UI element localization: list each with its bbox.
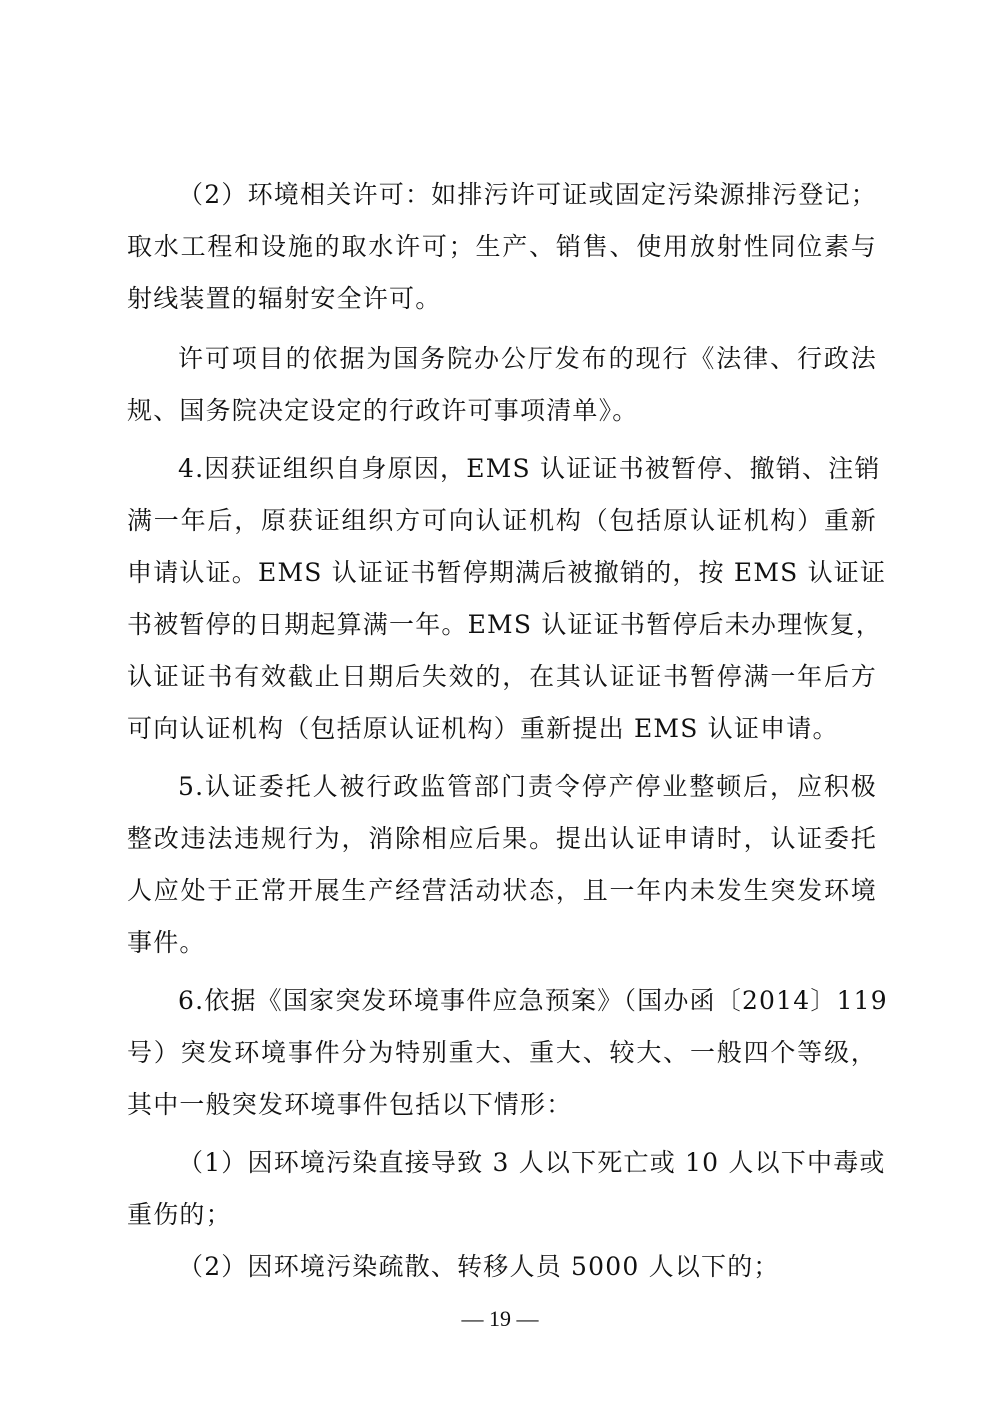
text-line: 重伤的； <box>127 1200 232 1229</box>
text-line: 人应处于正常开展生产经营活动状态，且一年内未发生突发环境 <box>127 876 877 905</box>
text-line: 事件。 <box>127 928 206 957</box>
text-line: 其中一般突发环境事件包括以下情形： <box>127 1090 573 1119</box>
text-line: 5.认证委托人被行政监管部门责令停产停业整顿后，应积极 <box>178 772 877 801</box>
text-line: 可向认证机构（包括原认证机构）重新提出 EMS 认证申请。 <box>127 714 839 743</box>
text-line: 6.依据《国家突发环境事件应急预案》（国办函〔2014〕119 <box>178 986 888 1015</box>
text-line: （1）因环境污染直接导致 3 人以下死亡或 10 人以下中毒或 <box>178 1148 886 1177</box>
text-line: 书被暂停的日期起算满一年。EMS 认证证书暂停后未办理恢复， <box>127 610 882 639</box>
page-number: — 19 — <box>461 1306 539 1331</box>
text-line: 射线装置的辐射安全许可。 <box>127 284 442 313</box>
text-line: 4.因获证组织自身原因，EMS 认证证书被暂停、撤销、注销 <box>178 454 881 483</box>
text-line: 整改违法违规行为，消除相应后果。提出认证申请时，认证委托 <box>127 824 877 853</box>
text-line: 认证证书有效截止日期后失效的，在其认证证书暂停满一年后方 <box>127 662 877 691</box>
text-line: 申请认证。EMS 认证证书暂停期满后被撤销的，按 EMS 认证证 <box>127 558 887 587</box>
text-line: 取水工程和设施的取水许可；生产、销售、使用放射性同位素与 <box>127 232 877 261</box>
text-line: 满一年后，原获证组织方可向认证机构（包括原认证机构）重新 <box>127 506 877 535</box>
text-line: （2）因环境污染疏散、转移人员 5000 人以下的； <box>178 1252 780 1281</box>
text-line: 号）突发环境事件分为特别重大、重大、较大、一般四个等级， <box>127 1038 877 1067</box>
text-line: 许可项目的依据为国务院办公厅发布的现行《法律、行政法 <box>178 344 877 373</box>
text-line: 规、国务院决定设定的行政许可事项清单》。 <box>127 396 639 425</box>
text-line: （2）环境相关许可：如排污许可证或固定污染源排污登记； <box>178 180 877 209</box>
